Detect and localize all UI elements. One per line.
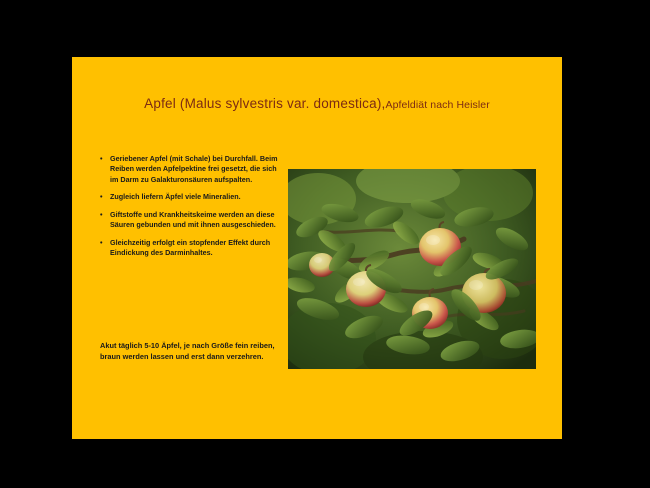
bullet-list: [100, 154, 280, 266]
closing-paragraph: Akut täglich 5-10 Äpfel, je nach Größe fein reiben, braun werden lassen und erst dann verzehren.: [100, 341, 275, 362]
bullet-text: Giftstoffe und Krankheitskeime werden an diese Säuren gebunden und mit ihnen ausgeschieden.: [110, 209, 276, 230]
list-item: [100, 192, 280, 202]
list-item: [100, 210, 280, 231]
bullet-dot-icon: •: [100, 154, 103, 163]
list-item: [100, 154, 280, 185]
slide-title-main: Apfel (Malus sylvestris var. domestica),: [144, 96, 386, 111]
bullet-dot-icon: •: [100, 209, 103, 219]
slide: [72, 57, 562, 439]
bullet-dot-icon: •: [100, 192, 103, 202]
slide-title-sub: Apfeldiät nach Heisler: [385, 99, 490, 111]
bullet-text: Geriebener Apfel (mit Schale) bei Durchfall. Beim Reiben werden Apfelpektine frei gesetzt, die sich im Darm zu Galakturonsäuren aufspalten.: [110, 154, 278, 184]
bullet-text: Zugleich liefern Äpfel viele Mineralien.: [110, 192, 241, 202]
slide-title: [72, 95, 562, 113]
bullet-text: Gleichzeitig erfolgt ein stopfender Effekt durch Eindickung des Darminhaltes.: [110, 237, 271, 258]
list-item: [100, 238, 280, 259]
bullet-dot-icon: •: [100, 237, 103, 247]
apple-tree-photo: [288, 169, 536, 369]
